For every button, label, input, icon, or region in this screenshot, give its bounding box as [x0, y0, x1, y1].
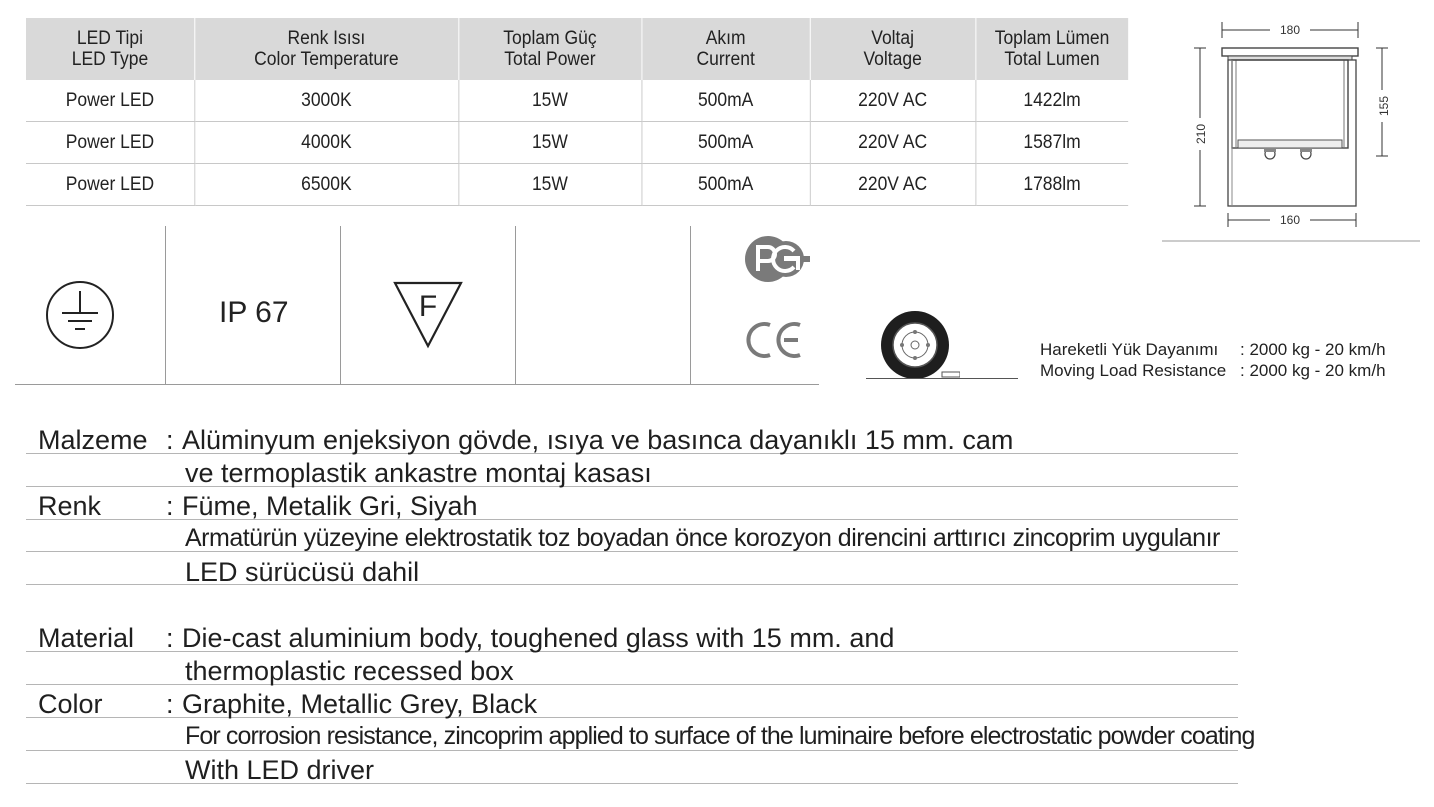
dim-total-height: 210 [1194, 123, 1208, 145]
ground-line [866, 378, 1018, 379]
divider [515, 226, 516, 384]
header-voltage: Voltaj Voltage [810, 18, 976, 80]
tr-material-line2: ve termoplastik ankastre montaj kasası [185, 458, 652, 488]
header-total-lumen: Toplam Lümen Total Lumen [975, 18, 1128, 80]
table-cell: 1422lm [975, 80, 1128, 122]
en-color-label: Color [38, 689, 103, 719]
ip-rating: IP 67 [219, 296, 289, 329]
en-color-line3: With LED driver [185, 755, 375, 785]
colon: : [166, 623, 174, 653]
tr-color-line3: LED sürücüsü dahil [185, 557, 420, 587]
en-material-label: Material [38, 623, 135, 653]
colon: : [166, 491, 174, 521]
f-mark-letter: F [418, 290, 438, 323]
divider [690, 226, 691, 384]
table-cell: 220V AC [810, 80, 976, 122]
dim-bottom-width: 160 [1279, 213, 1301, 227]
table-cell: 1788lm [975, 164, 1128, 206]
dim-body-height: 155 [1377, 95, 1391, 117]
tr-color-line2: Armatürün yüzeyine elektrostatik toz boyadan önce korozyon direncini arttırıcı zincoprim uygulanır [185, 524, 1220, 552]
colon: : [166, 425, 174, 455]
table-cell: 15W [458, 80, 641, 122]
header-led-type: LED Tipi LED Type [26, 18, 194, 80]
load-resistance [1040, 339, 1386, 381]
header-color-temperature: Renk Isısı Color Temperature [194, 18, 458, 80]
gost-r-icon [744, 234, 810, 284]
en-material-line2: thermoplastic recessed box [185, 656, 514, 686]
en-color-line1: Graphite, Metallic Grey, Black [182, 689, 538, 719]
vehicle-tire-icon [880, 310, 960, 380]
dimension-drawing [1160, 12, 1422, 244]
load-row-en: Moving Load Resistance : 2000 kg - 20 km/h [1040, 361, 1386, 380]
tr-material-line1: Alüminyum enjeksiyon gövde, ısıya ve basınca dayanıklı 15 mm. cam [182, 425, 1014, 455]
table-header-row [26, 18, 1128, 80]
load-row-tr: Hareketli Yük Dayanımı : 2000 kg - 20 km/h [1040, 340, 1386, 359]
spec-table [26, 18, 1128, 206]
table-row [26, 80, 1128, 122]
table-cell: 220V AC [810, 122, 976, 164]
tr-material-label: Malzeme [38, 425, 148, 455]
en-material-line1: Die-cast aluminium body, toughened glass with 15 mm. and [182, 623, 895, 653]
table-cell: Power LED [26, 122, 194, 164]
table-cell: 500mA [641, 80, 809, 122]
f-mark-icon [392, 280, 464, 350]
tr-color-line1: Füme, Metalik Gri, Siyah [182, 491, 478, 521]
divider [340, 226, 341, 384]
header-current: Akım Current [641, 18, 809, 80]
ground-icon [44, 279, 116, 351]
table-cell: Power LED [26, 164, 194, 206]
dim-top-width: 180 [1279, 23, 1301, 37]
table-cell: 1587lm [975, 122, 1128, 164]
divider [165, 226, 166, 384]
en-color-line2: For corrosion resistance, zincoprim applied to surface of the luminaire before electrostatic powder coating [185, 722, 1255, 750]
table-row [26, 122, 1128, 164]
table-cell: 500mA [641, 122, 809, 164]
table-cell: 3000K [194, 80, 458, 122]
table-cell: 15W [458, 122, 641, 164]
table-cell: 500mA [641, 164, 809, 206]
table-cell: 4000K [194, 122, 458, 164]
ce-mark-icon [746, 320, 806, 360]
table-cell: 15W [458, 164, 641, 206]
table-row [26, 164, 1128, 206]
table-cell: 6500K [194, 164, 458, 206]
tr-color-label: Renk [38, 491, 102, 521]
table-cell: 220V AC [810, 164, 976, 206]
table-cell: Power LED [26, 80, 194, 122]
colon: : [166, 689, 174, 719]
header-total-power: Toplam Güç Total Power [458, 18, 641, 80]
